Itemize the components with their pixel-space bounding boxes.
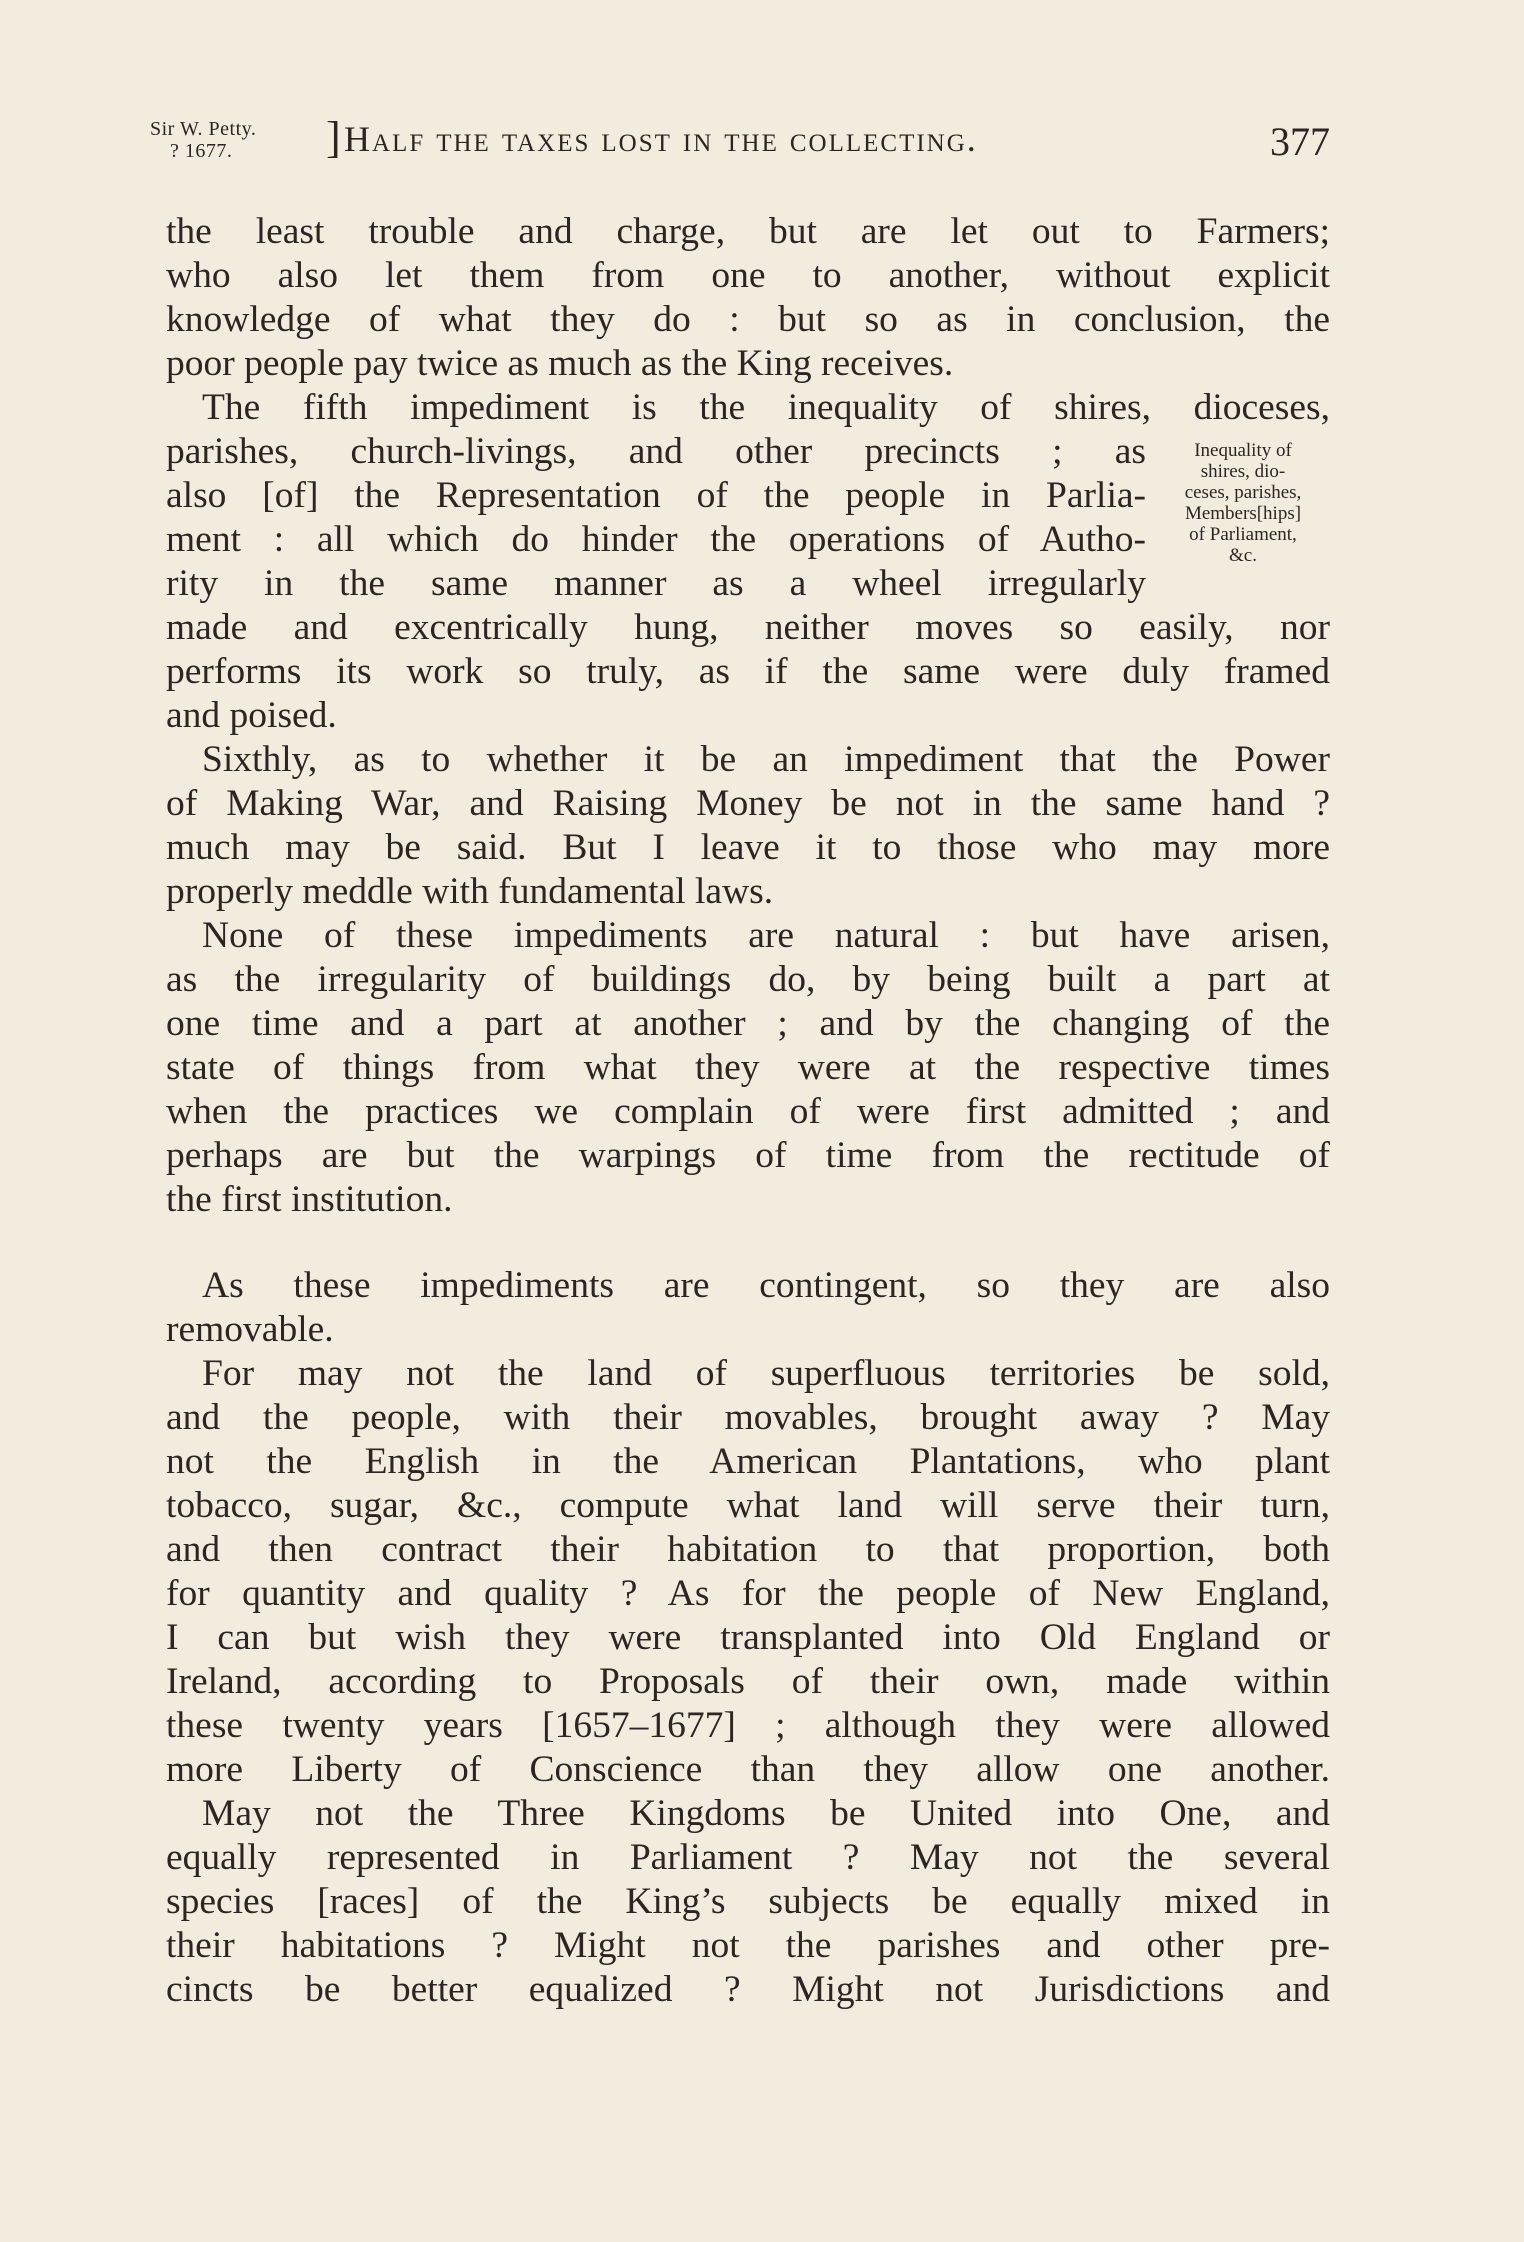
text-line: made and excentrically hung, neither moves so easily, nor (166, 607, 1330, 648)
text-line: Sixthly, as to whether it be an impediment that the Power (202, 739, 1330, 780)
paragraph-fifth-impediment (166, 386, 1330, 738)
margin-note-line: of Parliament, (1189, 524, 1297, 545)
running-head-note (150, 118, 256, 162)
text-line: and the people, with their movables, brought away ? May (166, 1397, 1330, 1438)
running-head-bracket: ] (326, 113, 341, 162)
running-title: Half the taxes lost in the collecting. (344, 119, 978, 159)
text-line: for quantity and quality ? As for the people of New England, (166, 1573, 1330, 1614)
running-header (150, 112, 1330, 182)
margin-note-line: Members[hips] (1184, 503, 1302, 524)
text-line: state of things from what they were at the respective times (166, 1047, 1330, 1088)
text-line: much may be said. But I leave it to those who may more (166, 827, 1330, 868)
text-line: ment : all which do hinder the operations of Autho- (166, 519, 1146, 560)
text-line: performs its work so truly, as if the same were duly framed (166, 651, 1330, 692)
section-gap (166, 1222, 1330, 1264)
text-line: perhaps are but the warpings of time from the rectitude of (166, 1135, 1330, 1176)
paragraph-sixthly (166, 738, 1330, 914)
paragraph-plantations (166, 1352, 1330, 1792)
text-line: not the English in the American Plantations, who plant (166, 1441, 1330, 1482)
text-line: removable. (166, 1309, 334, 1350)
margin-note-line: Inequality of (1194, 440, 1292, 461)
paragraph-farmers (166, 210, 1330, 386)
text-line: when the practices we complain of were first admitted ; and (166, 1091, 1330, 1132)
text-line: the first institution. (166, 1179, 453, 1220)
text-line: one time and a part at another ; and by the changing of the (166, 1003, 1330, 1044)
text-line: of Making War, and Raising Money be not in the same hand ? (166, 783, 1330, 824)
text-line: For may not the land of superfluous territories be sold, (202, 1353, 1330, 1394)
text-line: Ireland, according to Proposals of their own, made within (166, 1661, 1330, 1702)
text-line: who also let them from one to another, without explicit (166, 255, 1330, 296)
paragraph-not-natural (166, 914, 1330, 1222)
text-line: the least trouble and charge, but are let out to Farmers; (166, 211, 1330, 252)
text-line: more Liberty of Conscience than they allow one another. (166, 1749, 1330, 1790)
text-line: poor people pay twice as much as the King receives. (166, 343, 954, 384)
body-text (166, 210, 1330, 2012)
text-line: The fifth impediment is the inequality of shires, dioceses, (202, 387, 1330, 428)
text-line: their habitations ? Might not the parishes and other pre- (166, 1925, 1330, 1966)
paragraph-three-kingdoms (166, 1792, 1330, 2012)
text-line: equally represented in Parliament ? May not the several (166, 1837, 1330, 1878)
text-line: and then contract their habitation to that proportion, both (166, 1529, 1330, 1570)
text-line: species [races] of the King’s subjects be equally mixed in (166, 1881, 1330, 1922)
page-number: 377 (1270, 119, 1330, 164)
text-line: As these impediments are contingent, so they are also (202, 1265, 1330, 1306)
text-line: as the irregularity of buildings do, by being built a part at (166, 959, 1330, 1000)
text-line: properly meddle with fundamental laws. (166, 871, 774, 912)
margin-note-line: &c. (1229, 545, 1257, 566)
margin-note-line: ceses, parishes, (1184, 482, 1302, 503)
running-head-date: ? 1677. (170, 140, 233, 162)
text-line: May not the Three Kingdoms be United into One, and (202, 1793, 1330, 1834)
paragraph-removable (166, 1264, 1330, 1352)
text-line: also [of] the Representation of the people in Parlia- (166, 475, 1146, 516)
margin-note-line: shires, dio- (1200, 461, 1286, 482)
text-line: and poised. (166, 695, 337, 736)
text-line: I can but wish they were transplanted into Old England or (166, 1617, 1330, 1658)
text-line: these twenty years [1657–1677] ; although they were allowed (166, 1705, 1330, 1746)
running-head-author: Sir W. Petty. (150, 118, 257, 140)
text-line: knowledge of what they do : but so as in conclusion, the (166, 299, 1330, 340)
text-line: None of these impediments are natural : but have arisen, (202, 915, 1330, 956)
text-line: parishes, church-livings, and other precincts ; as (166, 431, 1146, 472)
text-line: tobacco, sugar, &c., compute what land will serve their turn, (166, 1485, 1330, 1526)
text-line: rity in the same manner as a wheel irregularly (166, 563, 1146, 604)
text-line: cincts be better equalized ? Might not Jurisdictions and (166, 1969, 1330, 2010)
